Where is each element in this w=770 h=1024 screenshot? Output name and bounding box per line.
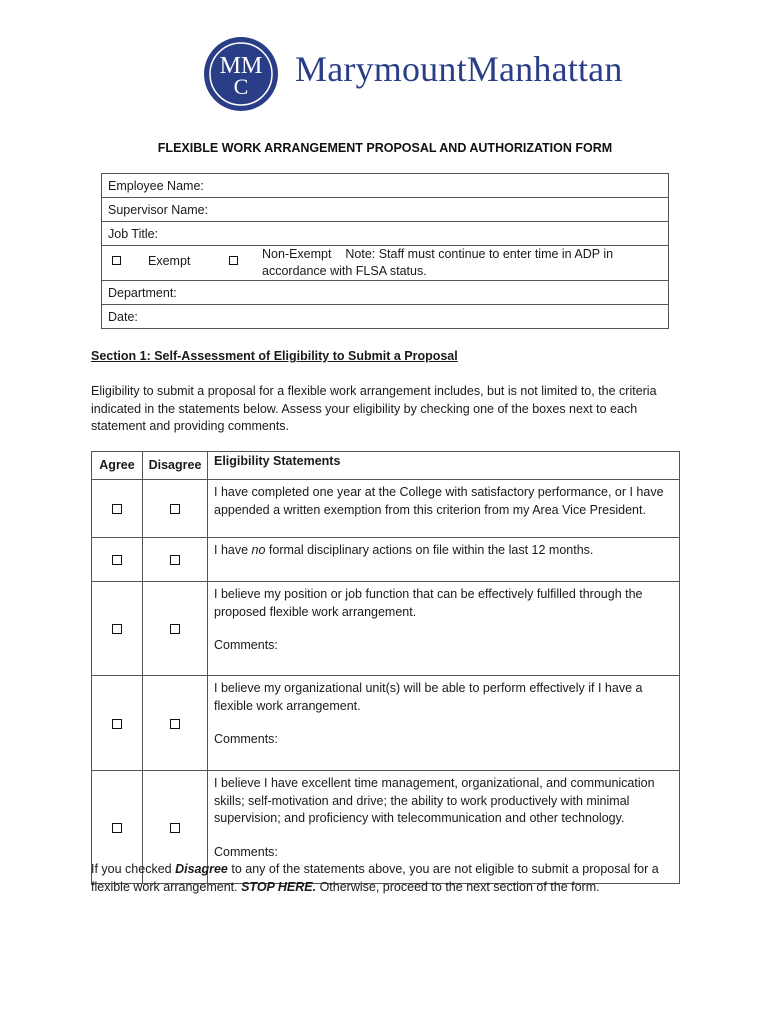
agree-header: Agree: [92, 452, 143, 480]
disagree-header: Disagree: [143, 452, 208, 480]
statement-text: I have no formal disciplinary actions on file within the last 12 months.: [214, 543, 594, 557]
agree-checkbox-3[interactable]: [112, 624, 122, 634]
disagree-checkbox-5[interactable]: [170, 823, 180, 833]
agree-checkbox-1[interactable]: [112, 504, 122, 514]
mmc-seal-icon: [203, 36, 279, 112]
comments-field[interactable]: Comments:: [214, 732, 278, 746]
agree-checkbox-4[interactable]: [112, 719, 122, 729]
table-row: [92, 480, 680, 538]
exempt-checkbox[interactable]: [112, 256, 121, 265]
eligibility-table: [91, 451, 680, 884]
non-exempt-checkbox[interactable]: [229, 256, 238, 265]
svg-text:MM: MM: [219, 53, 263, 79]
table-row: [92, 538, 680, 582]
exemption-status-row: [102, 246, 669, 281]
college-wordmark: MarymountManhattan: [295, 49, 623, 89]
statements-header: Eligibility Statements: [208, 452, 680, 480]
form-title: FLEXIBLE WORK ARRANGEMENT PROPOSAL AND AUTHORIZATION FORM: [157, 141, 613, 155]
non-exempt-note: Non-Exempt Note: Staff must continue to enter time in ADP in accordance with FLSA status.: [262, 247, 614, 278]
agree-checkbox-2[interactable]: [112, 555, 122, 565]
table-row: [92, 676, 680, 771]
supervisor-name-field[interactable]: Supervisor Name:: [102, 198, 669, 222]
date-field[interactable]: Date:: [102, 305, 669, 329]
comments-field[interactable]: Comments:: [214, 844, 278, 859]
department-field[interactable]: Department:: [102, 281, 669, 305]
statement-text: I believe my organizational unit(s) will be able to perform effectively if I have a flexible work arrangement.: [214, 681, 643, 713]
table-row: [92, 582, 680, 676]
college-logo: [203, 36, 623, 112]
job-title-field[interactable]: Job Title:: [102, 222, 669, 246]
comments-field[interactable]: Comments:: [214, 638, 278, 652]
disagree-checkbox-4[interactable]: [170, 719, 180, 729]
statement-text: I believe my position or job function that can be effectively fulfilled through the proposed flexible work arrangement.: [214, 587, 643, 619]
statement-text: I believe I have excellent time management, organizational, and communication skills; self-motivation and drive; the ability to work productively with minimal supervision; and proficiency with telecommunication and other technology.: [214, 776, 655, 825]
exempt-label: Exempt: [148, 254, 191, 268]
employee-name-field[interactable]: Employee Name:: [102, 174, 669, 198]
agree-checkbox-5[interactable]: [112, 823, 122, 833]
employee-info-table: [101, 173, 669, 329]
disagree-instructions: If you checked Disagree to any of the statements above, you are not eligible to submit a proposal for a flexible work arrangement. STOP HERE. Otherwise, proceed to the next section of the form.: [91, 862, 659, 894]
disagree-checkbox-1[interactable]: [170, 504, 180, 514]
statement-text: I have completed one year at the College with satisfactory performance, or I have appended a written exemption from this criterion from my Area Vice President.: [214, 485, 664, 517]
disagree-checkbox-2[interactable]: [170, 555, 180, 565]
svg-text:C: C: [233, 74, 249, 99]
section1-intro: Eligibility to submit a proposal for a flexible work arrangement includes, but is not limited to, the criteria indicated in the statements below. Assess your eligibility by checking one of the boxes next to each statement and providing comments.: [91, 384, 657, 433]
section1-heading: Section 1: Self-Assessment of Eligibility to Submit a Proposal: [91, 349, 458, 363]
disagree-checkbox-3[interactable]: [170, 624, 180, 634]
